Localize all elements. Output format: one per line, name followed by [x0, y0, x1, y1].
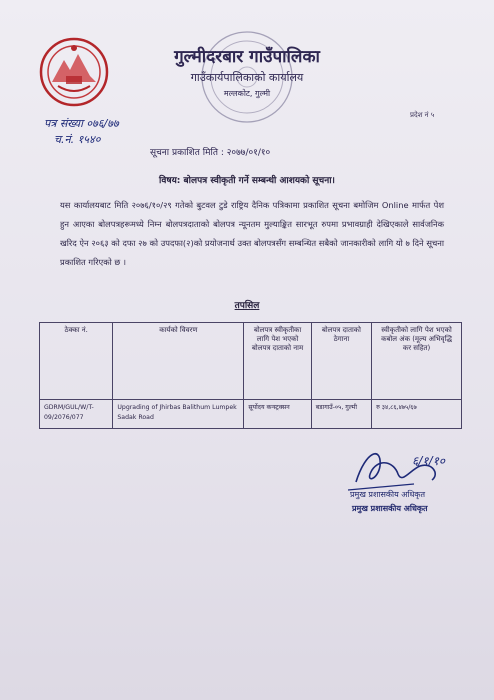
province-label: प्रदेश नं ५: [410, 111, 435, 119]
header-work-description: कार्यको विवरण: [113, 323, 244, 400]
publish-date: सूचना प्रकाशित मिति : २०७७/०१/१०: [150, 148, 271, 158]
table-caption: तपसिल: [234, 301, 260, 311]
cell-contract-no: GDRM/GUL/W/T-09/2076/077: [40, 400, 113, 429]
office-name: गाउँकार्यपालिकाको कार्यालय: [190, 71, 304, 84]
municipality-title: गुल्मीदरबार गाउँपालिका: [174, 47, 320, 67]
table-row: [40, 400, 462, 429]
handwritten-reference-number: पत्र संख्या ०७६/७७: [44, 117, 119, 130]
subject-line: विषय: बोलपत्र स्वीकृती गर्ने सम्बन्धी आशयको सूचना।: [159, 176, 335, 186]
signatory-stamp: प्रमुख प्रशासकीय अधिकृत: [352, 504, 428, 513]
cell-bid-amount: रु ३४,८६,४७५/६७: [372, 400, 462, 429]
cell-bidder-address: बडागाउँ-०५, गुल्मी: [311, 400, 371, 429]
cell-bidder-name: सूर्योदय कन्स्ट्रक्सन: [244, 400, 311, 429]
signature-date: ६/१/१०: [412, 454, 446, 468]
bid-details-table: [39, 322, 462, 429]
header-bidder-name: बोलपत्र स्वीकृतीका लागि पेश भएको बोलपत्र दाताको नाम: [244, 323, 311, 400]
header-bid-amount: स्वीकृतीको लागि पेश भएको कबोल अंक (मूल्य अभिवृद्धि कर सहित): [372, 323, 462, 400]
header-bidder-address: बोलपत्र दाताको ठेगाना: [311, 323, 371, 400]
header-contract-no: ठेक्का नं.: [40, 323, 113, 400]
cell-work-description: Upgrading of Jhirbas Balithum Lumpek Sadak Road: [113, 400, 244, 429]
notice-body: यस कार्यालयबाट मिति २०७६/१०/२९ गतेको बुटवल टुडे राष्ट्रिय दैनिक पत्रिकामा प्रकाशित सूचना बमोजिम Online मार्फत पेश हुन आएका बोलपत्रहरूमध्ये निम्न बोलपत्रदाताको बोलपत्र न्यूनतम मुल्याङ्कित सारभूत रुपमा प्रभावग्राही देखिएकाले सार्वजनिक खरिद ऐन २०६३ को दफा २७ को उपदफा(२)को प्रयोजनार्थ उक्त बोलपत्रसँग सम्बन्धित सबैको जानकारीको लागि यो ७ दिने सूचना प्रकाशित गरिएको छ ।: [60, 200, 444, 267]
handwritten-dispatch-number: च.नं. १५४०: [54, 133, 101, 146]
signatory-role: प्रमुख प्रशासकीय अधिकृत: [350, 490, 426, 499]
office-address: मल्लकोट, गुल्मी: [223, 89, 271, 98]
table-header-row: [40, 323, 462, 400]
